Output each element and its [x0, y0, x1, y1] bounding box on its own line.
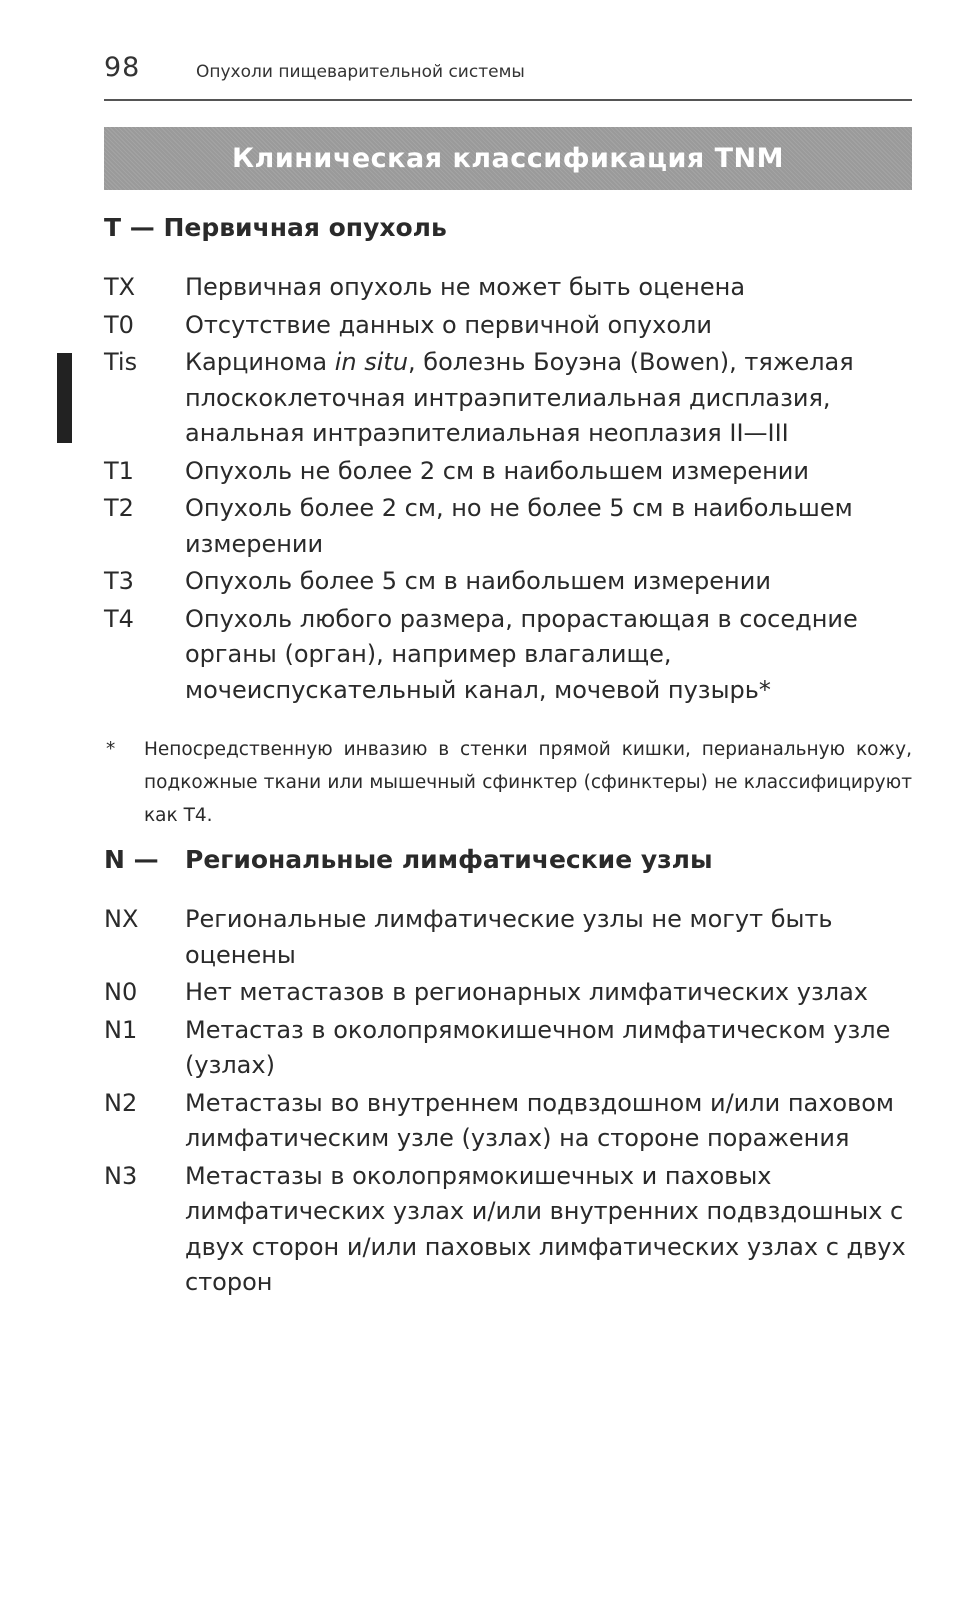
entry-code: TX [104, 273, 136, 301]
entry-text: Опухоль не более 2 см в наибольшем измерении [185, 456, 809, 485]
t-entry-tis [104, 345, 912, 452]
footnote-mark: * [106, 739, 116, 760]
t-entry-t0 [104, 308, 912, 344]
entry-text-part: , болезнь Боуэна (Bowen), тяжелая плоскоклеточная интраэпителиальная дисплазия, анальная интраэпителиальная неоплазия II—III [185, 348, 854, 447]
running-title: Опухоли пищеварительной системы [196, 62, 525, 82]
entry-text: Опухоль более 2 см, но не более 5 см в наибольшем измерении [185, 494, 853, 558]
entry-text-part: Карцинома [185, 348, 335, 376]
t-entries-list [104, 270, 912, 708]
entry-text: Метастазы во внутреннем подвздошном и/или паховом лимфатическим узле (узлах) на стороне поражения [185, 1088, 895, 1152]
entry-text: Первичная опухоль не может быть оценена [185, 273, 746, 301]
entry-code: T3 [104, 567, 134, 595]
entry-code: NX [104, 905, 139, 933]
entry-text: Опухоль более 5 см в наибольшем измерении [185, 567, 771, 595]
entry-code: N0 [104, 978, 138, 1006]
entry-text: Региональные лимфатические узлы не могут быть оценены [185, 905, 833, 969]
t-entry-t4 [104, 602, 912, 709]
footnote-text: Непосредственную инвазию в стенки прямой кишки, перианальную кожу, подкожные ткани или мышечный сфинктер (сфинктеры) не классифицируют как T4. [144, 739, 912, 826]
change-marker-bar [57, 353, 72, 443]
banner-title: Клиническая классификация TNM [231, 143, 785, 174]
t-entry-tx [104, 270, 912, 306]
t-entry-t3 [104, 564, 912, 600]
entry-text-italic: in situ [334, 348, 409, 376]
header-rule [104, 99, 912, 101]
entry-code: T1 [104, 456, 134, 485]
entry-text: Нет метастазов в регионарных лимфатических узлах [185, 978, 868, 1006]
n-entry-n3 [104, 1159, 912, 1301]
entry-text: Отсутствие данных о первичной опухоли [185, 310, 712, 339]
entry-text: Метастаз в околопрямокишечном лимфатическом узле (узлах) [185, 1015, 891, 1079]
entry-text: Метастазы в околопрямокишечных и паховых лимфатических узлах и/или внутренних подвздошных с двух сторон и/или паховых лимфатических узлах с двух сторон [185, 1161, 906, 1296]
n-entry-nx [104, 902, 912, 973]
entry-code: N3 [104, 1161, 138, 1190]
footnote [104, 733, 912, 832]
entry-text: Опухоль любого размера, прорастающая в соседние органы (орган), например влагалище, мочеиспускательный канал, мочевой пузырь* [185, 604, 858, 704]
page-number: 98 [104, 52, 141, 83]
n-heading-text: Региональные лимфатические узлы [185, 845, 713, 874]
entry-code: N2 [104, 1088, 138, 1117]
section-banner [104, 127, 912, 190]
entry-code: T0 [104, 310, 134, 339]
entry-code: N1 [104, 1015, 138, 1044]
n-entry-n2 [104, 1086, 912, 1157]
n-heading-letter: N — [104, 845, 159, 874]
entry-code: T2 [104, 494, 134, 522]
n-entry-n1 [104, 1013, 912, 1084]
n-entry-n0 [104, 975, 912, 1011]
t-section-heading: T — Первичная опухоль [104, 213, 447, 242]
n-entries-list [104, 902, 912, 1301]
entry-code: Tis [104, 348, 138, 376]
entry-code: T4 [104, 604, 134, 633]
t-entry-t2 [104, 491, 912, 562]
entry-text [104, 345, 912, 452]
t-entry-t1 [104, 454, 912, 490]
n-section-heading [104, 845, 713, 874]
